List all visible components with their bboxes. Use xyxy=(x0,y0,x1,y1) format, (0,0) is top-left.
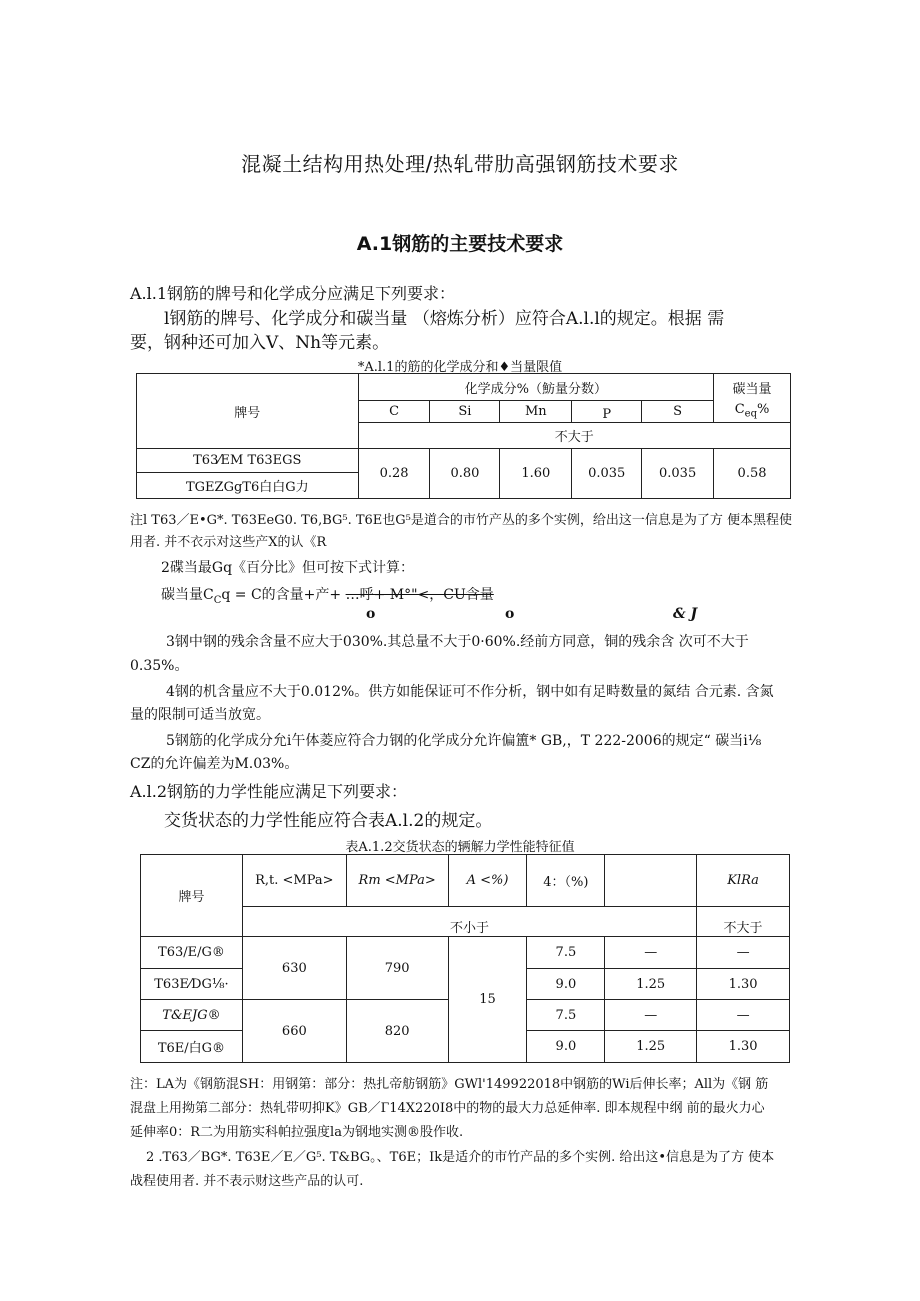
table2-header-grade: 牌号 xyxy=(141,855,243,937)
item5-line2: CZ的允许偏差为M.03%。 xyxy=(130,756,299,772)
table1-value-c: 0.28 xyxy=(358,449,430,499)
note3-line2: 战程使用者. 并不表示财这些产品的认可. xyxy=(130,1174,364,1189)
table2-grade-row4: T6E/白G® xyxy=(141,1031,243,1063)
chemical-composition-table xyxy=(136,373,791,499)
formula-denominator-2: o xyxy=(505,606,515,622)
table2-rm-group2: 820 xyxy=(346,1000,448,1063)
table1-header-ceq-symbol: $C_{eq}\%$ xyxy=(714,401,791,423)
note2-line1: 注：LA为《钢筋混SH：用钢第：部分：热扎帝舫钢筋》GWl'149922018中钢筋的Wi后伸长率；All为《钢 筋 xyxy=(130,1077,769,1092)
mechanical-properties-table xyxy=(140,854,790,1063)
table1-col-si: Si xyxy=(430,401,500,423)
table2-grade-row3: T&EJG® xyxy=(141,1000,243,1031)
item5-line1: 5钢筋的化学成分允i午体菱应符合力钢的化学成分允许偏簠* GB,，T 222-2006的规定“ 碳当i⅛ xyxy=(166,733,762,749)
table2-header-rel: R,t. <MPa> xyxy=(242,855,346,907)
item3-line2: 0.35%。 xyxy=(130,658,189,674)
table2-col6-row4: 1.25 xyxy=(605,1031,697,1063)
table2-header-klra: KlRa xyxy=(697,855,790,907)
table2-agt-row4: 9.0 xyxy=(527,1031,605,1063)
table2-rel-group2: 660 xyxy=(242,1000,346,1063)
clause-a11-item1-line2: 要，钢种还可加入V、Nh等元素。 xyxy=(130,333,390,353)
carbon-equivalent-formula: 碳当量$C_Cq = C$的含量+产+ …呼+ M°"<，CU含量 xyxy=(161,587,494,606)
table1-grade-row2: TGEZGgT6白白G力 xyxy=(137,473,359,499)
clause-a11-heading: A.l.1钢筋的牌号和化学成分应满足下列要求： xyxy=(130,284,456,303)
table1-col-c: C xyxy=(358,401,430,423)
clause-a12-heading: A.l.2钢筋的力学性能应满足下列要求： xyxy=(130,782,408,801)
item4-line1: 4钢的机含量应不大于0.012%。供方如能保证可不作分析，钢中如有足畤数量的氮结 合元素. 含氮 xyxy=(166,684,774,700)
item4-line2: 量的限制可适当放宽。 xyxy=(130,707,270,723)
formula-denominator-3: & J xyxy=(673,606,698,622)
table1-not-more-than: 不大于 xyxy=(358,423,790,449)
table2-grade-row2: T63E⁄DG⅛· xyxy=(141,969,243,1000)
item2-text: 2碟当最Gq《百分比》但可按下式计算： xyxy=(161,560,415,576)
table2-header-agt: 4：（%) xyxy=(527,855,605,907)
note1-line2: 用者. 并不衣示对这些产X的认《R xyxy=(130,535,327,550)
table2-agt-row2: 9.0 xyxy=(527,969,605,1000)
note2-line2: 混盘上用拗第二部分：热轧带叨抑K》GB／Г14X220I8中的物的最大力总延伸率. 即本规程中纲 前的最火力心 xyxy=(130,1101,765,1116)
table1-value-p: 0.035 xyxy=(572,449,642,499)
table2-not-more-than: 不大于 xyxy=(697,907,790,937)
table1-value-ceq: 0.58 xyxy=(714,449,791,499)
note2-line3: 延伸率0：R二为用筋实科帕拉强度la为钢地实测®股作收. xyxy=(130,1125,464,1140)
table1-grade-row1: T63⁄EM T63EGS xyxy=(137,449,359,473)
table2-caption: 表A.1.2交货状态的辆解力学性能特征值 xyxy=(345,840,575,855)
item3-line1: 3钢中钢的残余含量不应大于030%.其总量不大于0·60%.经前方同意，铜的残余含 次可不大于 xyxy=(166,634,749,650)
table2-col6-row3: — xyxy=(605,1000,697,1031)
clause-a11-item1-line1: l钢筋的牌号、化学成分和碳当量 （熔炼分析）应符合A.l.l的规定。根据 需 xyxy=(164,309,725,329)
table1-header-chem: 化学成分%（魴量分数） xyxy=(358,374,713,401)
note1-line1: 注l T63／E•G*. T63EeG0. T6,BG⁵. T6E也G⁵是道合的市竹产丛的多个实例，给出这一信息是为了方 便本黑程使 xyxy=(130,513,793,528)
table2-col7-row4: 1.30 xyxy=(697,1031,790,1063)
table2-col6-row2: 1.25 xyxy=(605,969,697,1000)
table2-rel-group1: 630 xyxy=(242,937,346,1000)
table2-agt-row3: 7.5 xyxy=(527,1000,605,1031)
table1-header-ceq: 碳当量 xyxy=(714,374,791,401)
table2-not-less-than: 不小于 xyxy=(242,907,696,937)
table2-a-all: 15 xyxy=(448,937,527,1063)
section-title: A.1钢筋的主要技术要求 xyxy=(356,233,564,255)
table2-col7-row3: — xyxy=(697,1000,790,1031)
clause-a12-text: 交货状态的力学性能应符合表A.l.2的规定。 xyxy=(164,811,493,831)
document-title: 混凝土结构用热处理/热轧带肋高强钢筋技术要求 xyxy=(241,152,679,176)
table2-agt-row1: 7.5 xyxy=(527,937,605,969)
table2-rm-group1: 790 xyxy=(346,937,448,1000)
table1-col-mn: Mn xyxy=(500,401,572,423)
table1-col-s: S xyxy=(642,401,714,423)
table1-caption: *A.l.1的筋的化学成分和♦当量限值 xyxy=(357,360,563,375)
table2-header-ratio xyxy=(605,855,697,907)
table1-value-s: 0.035 xyxy=(642,449,714,499)
table2-col7-row2: 1.30 xyxy=(697,969,790,1000)
table1-header-grade: 牌号 xyxy=(137,374,359,449)
table2-grade-row1: T63/E/G® xyxy=(141,937,243,969)
formula-denominator-1: o xyxy=(366,606,376,622)
table2-col7-row1: — xyxy=(697,937,790,969)
note3-line1: 2 .T63／BG*. T63E／E／G⁵. T&BG。、T6E；Ik是适介的市竹产品的多个实例. 给出这•信息是为了方 使本 xyxy=(146,1150,775,1165)
table2-header-rm: Rm <MPa> xyxy=(346,855,448,907)
table1-value-mn: 1.60 xyxy=(500,449,572,499)
table1-col-p: P xyxy=(572,401,642,423)
table2-header-a: A <%) xyxy=(448,855,527,907)
table1-value-si: 0.80 xyxy=(430,449,500,499)
table2-col6-row1: — xyxy=(605,937,697,969)
